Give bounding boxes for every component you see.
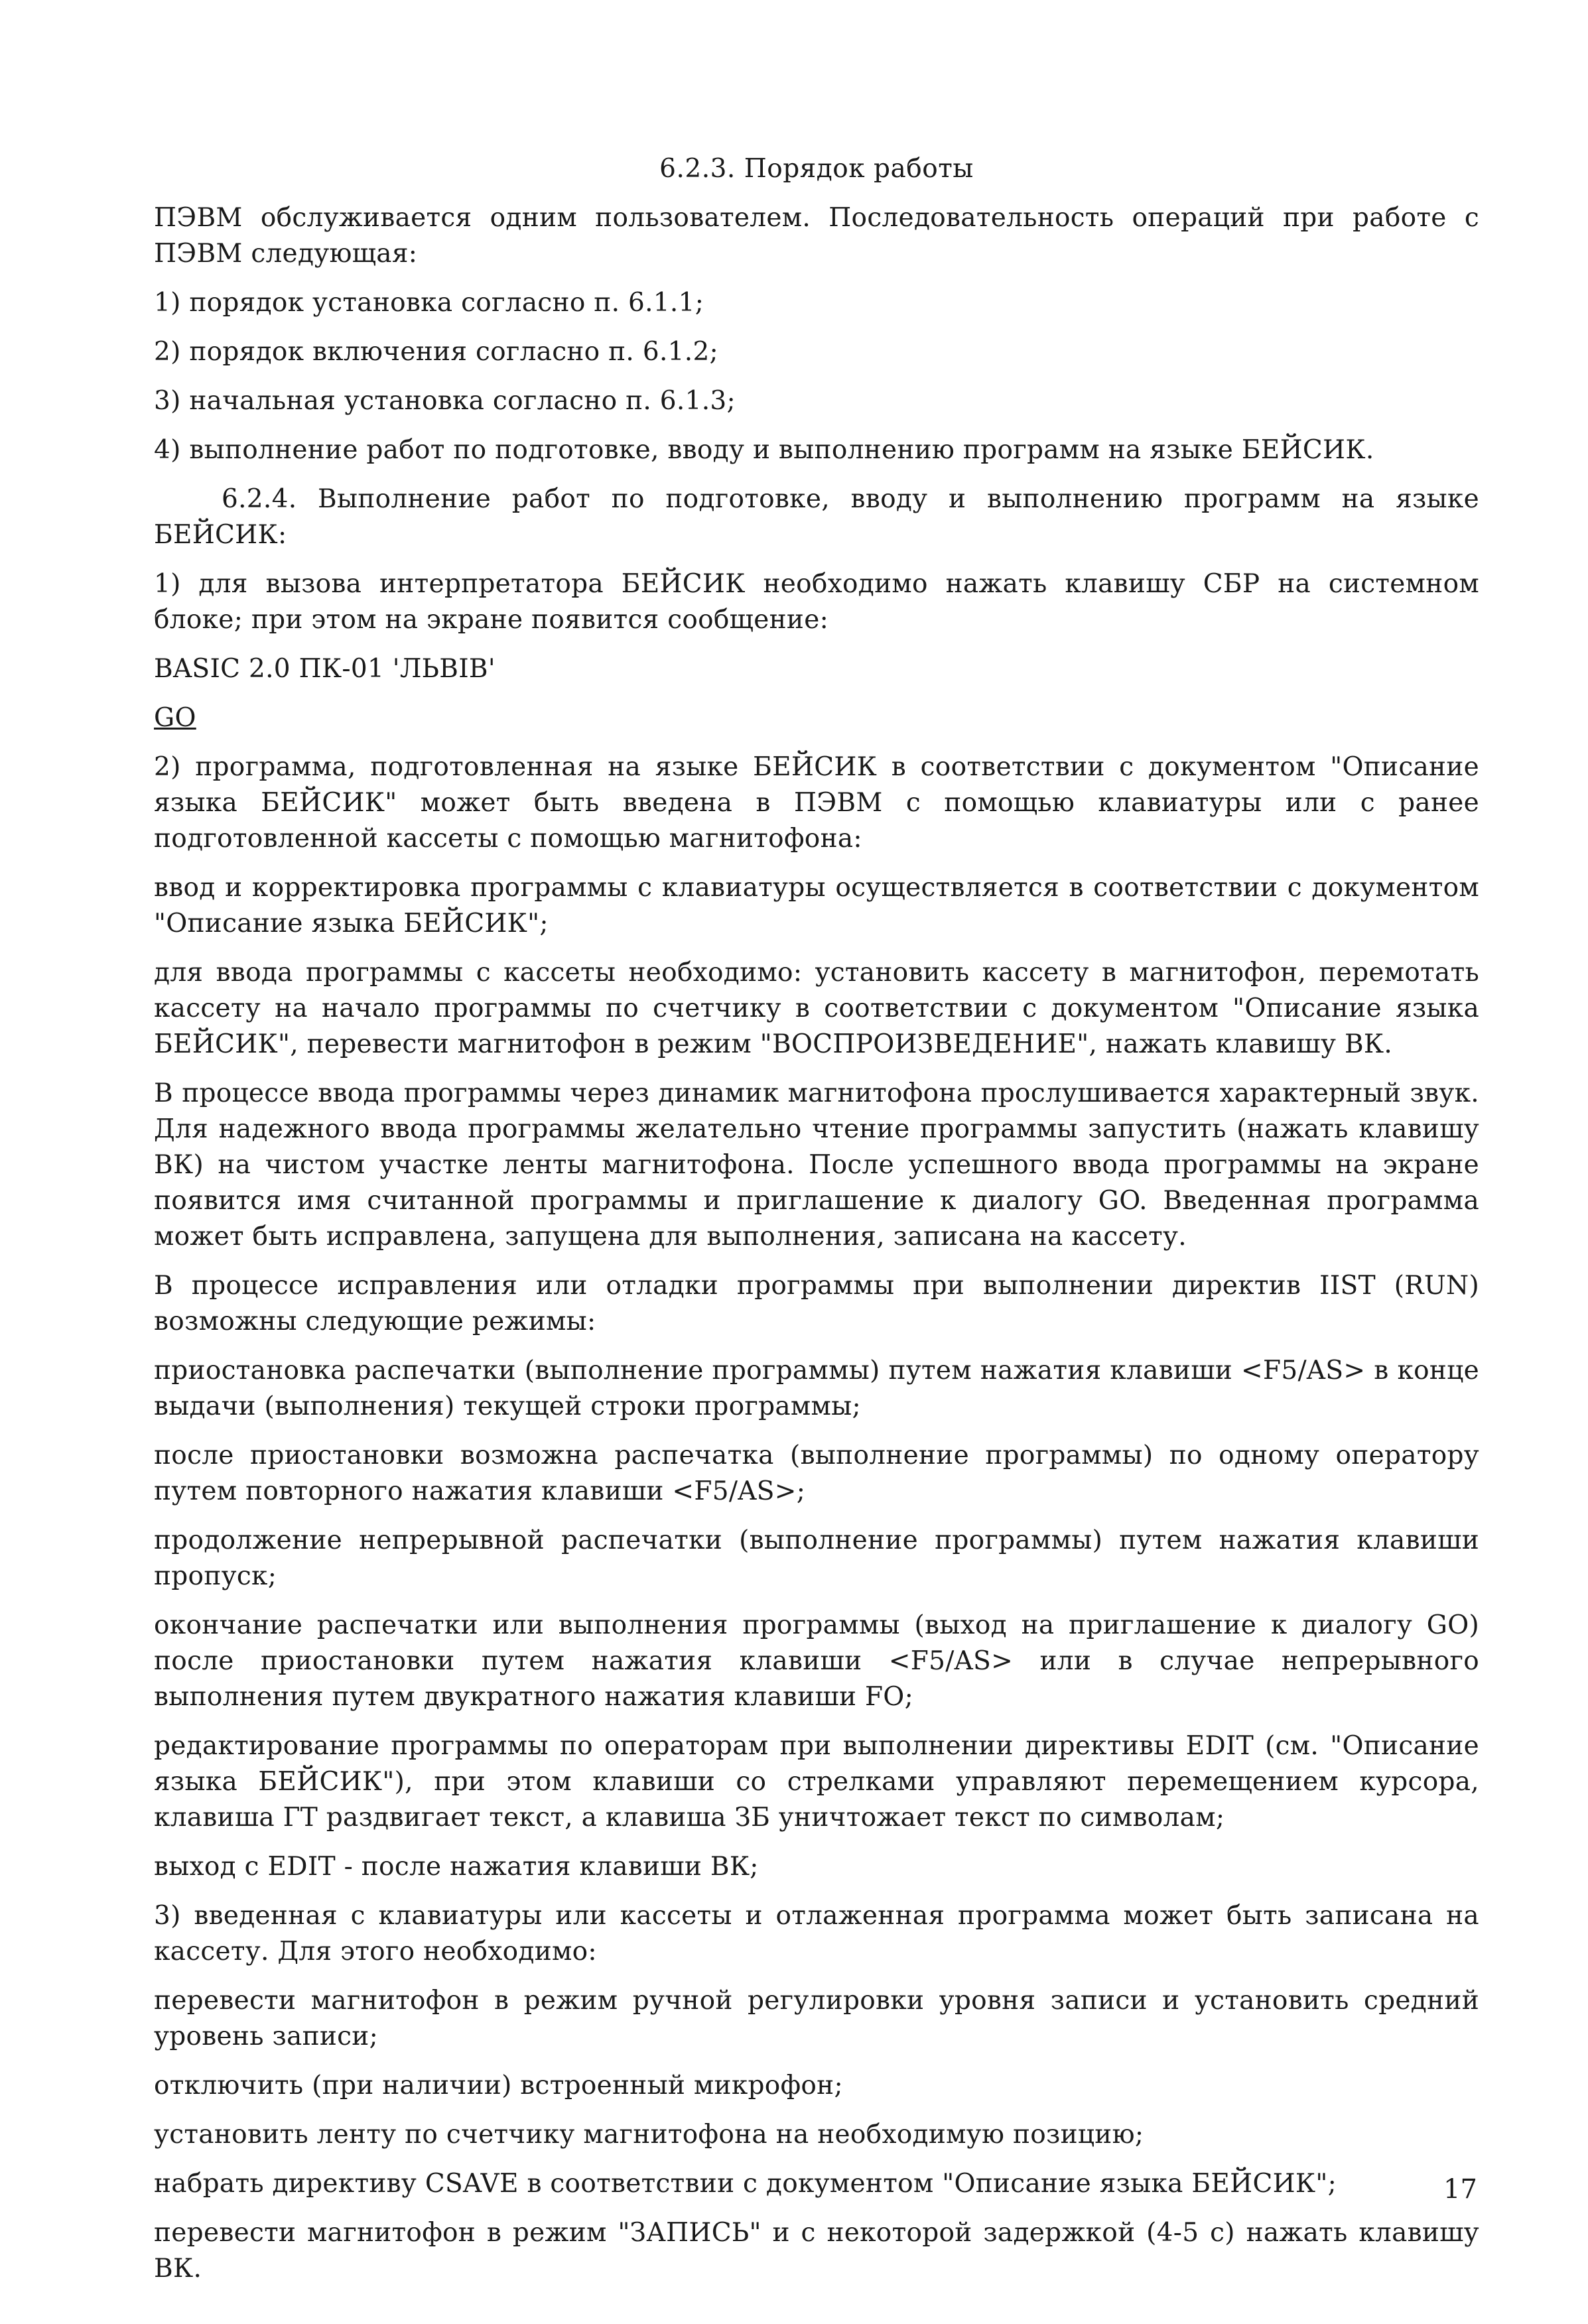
paragraph-set-tape: установить ленту по счетчику магнитофона на необходимую позицию; — [154, 2120, 1144, 2150]
paragraph-manual-level: перевести магнитофон в режим ручной регулировки уровня записи и установить средний уровень записи; — [154, 1986, 1479, 2051]
paragraph-step-2: 2) порядок включения согласно п. 6.1.2; — [154, 337, 718, 367]
paragraph-step-3: 3) начальная установка согласно п. 6.1.3; — [154, 386, 736, 416]
paragraph-exit-edit: выход с EDIT - после нажатия клавиши ВК; — [154, 1852, 759, 1882]
paragraph-program-input: 2) программа, подготовленная на языке БЕЙСИК в соответствии с документом "Описание языка БЕЙСИК" может быть введена в ПЭВМ с помощью клавиатуры или с ранее подготовленной кассеты с помощью магнитофона: — [154, 752, 1479, 854]
paragraph-basic-call: 1) для вызова интерпретатора БЕЙСИК необходимо нажать клавишу СБР на системном блоке; при этом на экране появится сообщение: — [154, 569, 1479, 635]
screen-message-go — [154, 700, 1479, 736]
paragraph-step-listing: после приостановки возможна распечатка (выполнение программы) по одному оператору путем повторного нажатия клавиши <F5/AS>; — [154, 1441, 1479, 1506]
paragraph-intro: ПЭВМ обслуживается одним пользователем. Последовательность операций при работе с ПЭВМ следующая: — [154, 203, 1479, 269]
paragraph-pause-listing: приостановка распечатки (выполнение программы) путем нажатия клавиши <F5/AS> в конце выдачи (выполнения) текущей строки программы; — [154, 1356, 1479, 1421]
paragraph-end-listing: окончание распечатки или выполнения программы (выход на приглашение к диалогу GO) после приостановки путем нажатия клавиши <F5/AS> или в случае непрерывного выполнения путем двукратного нажатия клавиши FO; — [154, 1610, 1479, 1712]
paragraph-cassette-input: для ввода программы с кассеты необходимо: установить кассету в магнитофон, перемотать кассету на начало программы по счетчику в соответствии с документом "Описание языка БЕЙСИК", перевести магнитофон в режим "ВОСПРОИЗВЕДЕНИЕ", нажать клавишу ВК. — [154, 958, 1479, 1059]
screen-message-basic: BASIC 2.0 ПК-01 'ЛЬВIВ' — [154, 654, 496, 684]
paragraph-edit-mode: редактирование программы по операторам при выполнении директивы EDIT (см. "Описание языка БЕЙСИК"), при этом клавиши со стрелками управляют перемещением курсора, клавиша ГТ раздвигает текст, а клавиша ЗБ уничтожает текст по символам; — [154, 1731, 1479, 1833]
paragraph-record: перевести магнитофон в режим "ЗАПИСЬ" и с некоторой задержкой (4-5 с) нажать клавишу ВК. — [154, 2218, 1479, 2284]
paragraph-continue-listing: продолжение непрерывной распечатки (выполнение программы) путем нажатия клавиши пропуск; — [154, 1525, 1479, 1591]
paragraph-csave: набрать директиву CSAVE в соответствии с документом "Описание языка БЕЙСИК"; — [154, 2169, 1337, 2199]
paragraph-step-4: 4) выполнение работ по подготовке, вводу и выполнению программ на языке БЕЙСИК. — [154, 435, 1374, 465]
paragraph-step-1: 1) порядок установка согласно п. 6.1.1; — [154, 288, 704, 318]
document-page — [154, 151, 1479, 2300]
go-prompt-text: GO — [154, 703, 196, 733]
paragraph-disable-mic: отключить (при наличии) встроенный микрофон; — [154, 2071, 843, 2100]
paragraph-debug-modes: В процессе исправления или отладки программы при выполнении директив IIST (RUN) возможны следующие режимы: — [154, 1271, 1479, 1336]
section-title: 6.2.3. Порядок работы — [659, 154, 974, 184]
paragraph-save-to-cassette: 3) введенная с клавиатуры или кассеты и отлаженная программа может быть записана на кассету. Для этого необходимо: — [154, 1901, 1479, 1967]
subsection-heading: 6.2.4. Выполнение работ по подготовке, вводу и выполнению программ на языке БЕЙСИК: — [154, 484, 1479, 550]
page-number: 17 — [1443, 2174, 1477, 2205]
paragraph-input-process: В процессе ввода программы через динамик магнитофона прослушивается характерный звук. Для надежного ввода программы желательно чтение программы запустить (нажать клавишу ВК) на чистом участке ленты магнитофона. После успешного ввода программы на экране появится имя считанной программы и приглашение к диалогу GO. Введенная программа может быть исправлена, запущена для выполнения, записана на кассету. — [154, 1078, 1479, 1252]
paragraph-keyboard-input: ввод и корректировка программы с клавиатуры осуществляется в соответствии с документом "Описание языка БЕЙСИК"; — [154, 873, 1479, 938]
